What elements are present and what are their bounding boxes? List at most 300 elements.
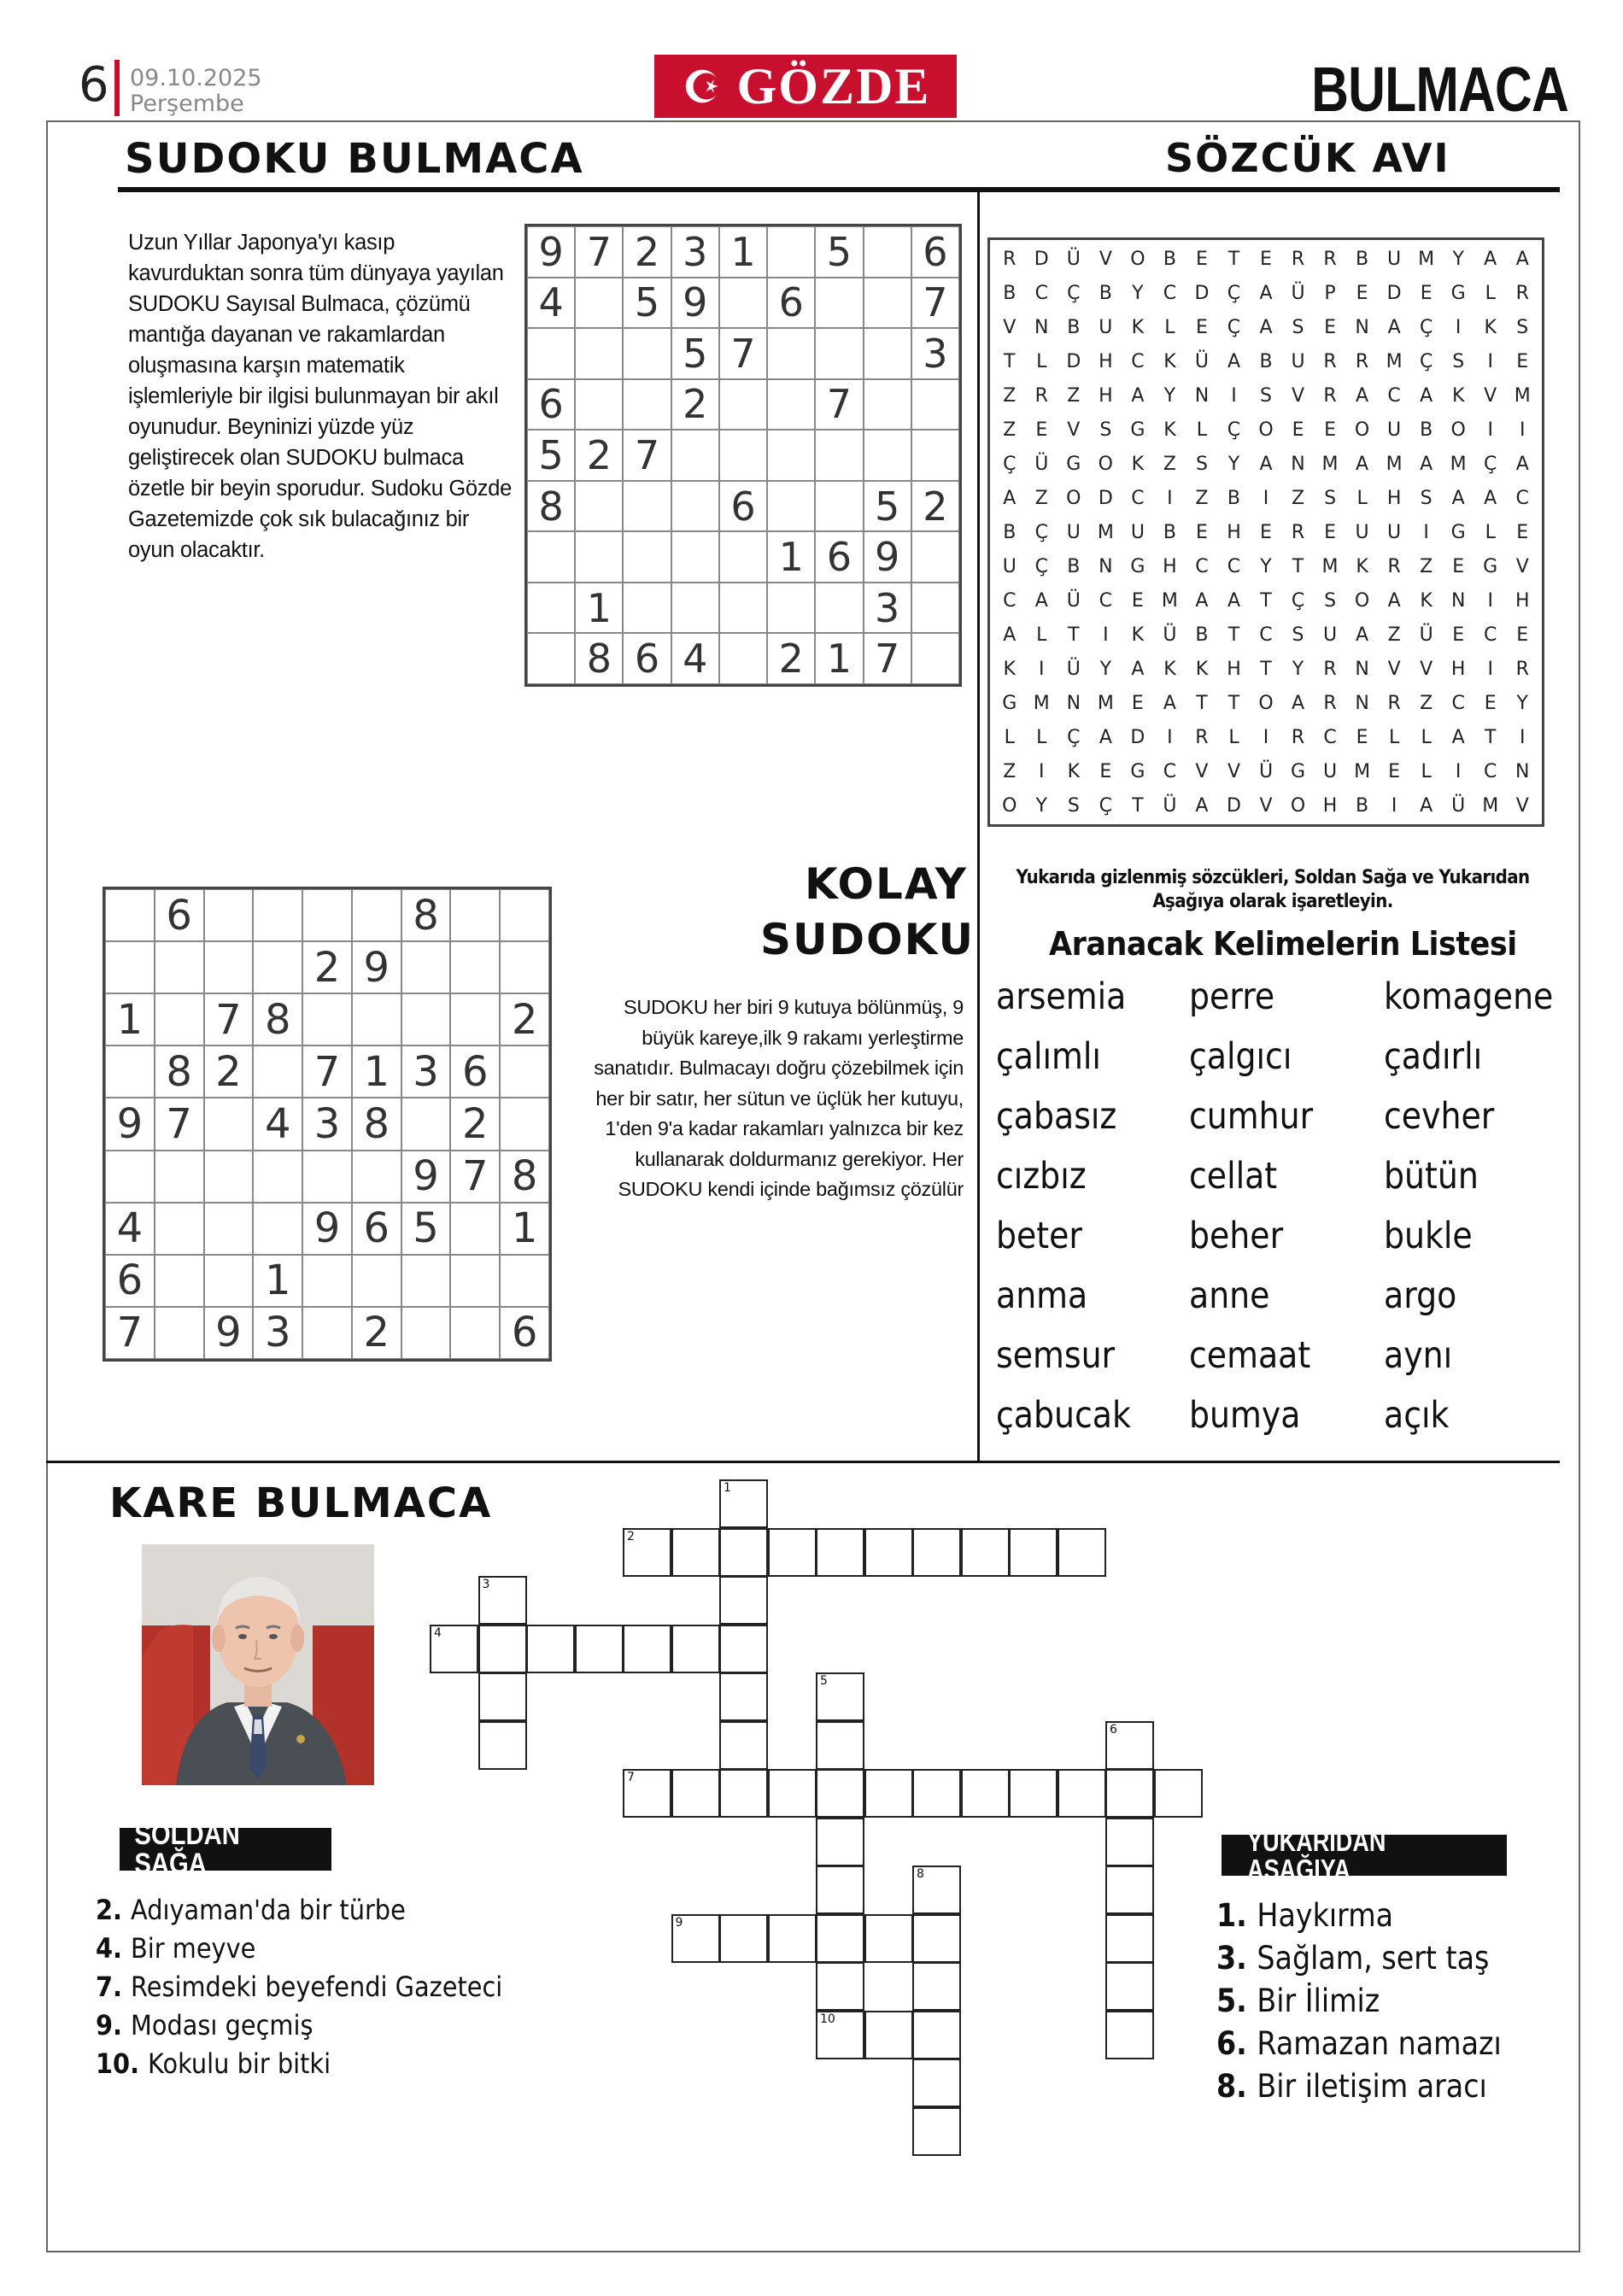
letter-cell[interactable]: Ü — [1419, 624, 1433, 646]
letter-cell[interactable]: P — [1324, 282, 1336, 304]
letter-cell[interactable]: Y — [1132, 282, 1144, 304]
sudoku-cell[interactable] — [864, 430, 911, 481]
letter-cell[interactable]: S — [1324, 589, 1337, 612]
letter-cell[interactable]: K — [1163, 419, 1176, 441]
letter-cell[interactable]: G — [1002, 692, 1017, 714]
sudoku-cell[interactable] — [302, 1255, 352, 1307]
sudoku-cell[interactable]: 8 — [352, 1098, 401, 1150]
sudoku-cell[interactable] — [815, 583, 863, 634]
letter-cell[interactable]: T — [1228, 624, 1240, 646]
sudoku-cell[interactable] — [401, 1098, 451, 1150]
letter-cell[interactable]: A — [1003, 624, 1017, 646]
sudoku-cell[interactable]: 1 — [719, 226, 767, 278]
letter-cell[interactable]: R — [1323, 658, 1337, 680]
letter-cell[interactable]: C — [1099, 589, 1113, 612]
letter-cell[interactable]: I — [1103, 624, 1109, 646]
letter-cell[interactable]: V — [1484, 384, 1497, 407]
letter-cell[interactable]: U — [1099, 316, 1113, 338]
letter-cell[interactable]: I — [1039, 658, 1045, 680]
letter-cell[interactable]: I — [1263, 487, 1269, 509]
crossword-cell[interactable] — [478, 1625, 527, 1673]
letter-cell[interactable]: V — [1067, 419, 1081, 441]
sudoku-cell[interactable] — [575, 379, 623, 430]
letter-cell[interactable]: E — [1260, 521, 1272, 543]
letter-cell[interactable]: L — [1485, 521, 1496, 543]
letter-cell[interactable]: E — [1260, 248, 1272, 270]
sudoku-cell[interactable] — [671, 430, 719, 481]
letter-cell[interactable]: R — [1291, 521, 1305, 543]
letter-cell[interactable]: A — [1259, 316, 1273, 338]
letter-cell[interactable]: B — [1163, 521, 1176, 543]
crossword-cell[interactable] — [864, 1769, 913, 1818]
crossword-cell[interactable] — [478, 1721, 527, 1770]
letter-cell[interactable]: Ü — [1066, 658, 1081, 680]
sudoku-cell[interactable] — [204, 1098, 254, 1150]
letter-cell[interactable]: A — [1227, 589, 1240, 612]
letter-cell[interactable]: D — [1386, 282, 1402, 304]
crossword-cell[interactable] — [816, 2011, 864, 2059]
sudoku-cell[interactable] — [719, 633, 767, 684]
letter-cell[interactable]: G — [1450, 521, 1466, 543]
sudoku-cell[interactable]: 2 — [204, 1046, 254, 1098]
letter-cell[interactable]: A — [1420, 384, 1433, 407]
letter-cell[interactable]: T — [1004, 350, 1016, 372]
letter-cell[interactable]: C — [1259, 624, 1273, 646]
letter-cell[interactable]: K — [1163, 350, 1176, 372]
letter-cell[interactable]: C — [1515, 487, 1529, 509]
sudoku-cell[interactable]: 7 — [575, 226, 623, 278]
crossword-cell[interactable] — [912, 2107, 961, 2156]
letter-cell[interactable]: C — [1227, 555, 1241, 577]
crossword-cell[interactable] — [912, 2059, 961, 2107]
crossword-cell[interactable] — [864, 1914, 913, 1963]
sudoku-cell[interactable]: 3 — [302, 1098, 352, 1150]
letter-cell[interactable]: G — [1130, 419, 1145, 441]
sudoku-cell[interactable]: 7 — [155, 1098, 204, 1150]
letter-cell[interactable]: D — [1130, 726, 1145, 748]
crossword-cell[interactable] — [961, 1528, 1010, 1577]
sudoku-cell[interactable] — [671, 531, 719, 583]
letter-cell[interactable]: Ç — [1067, 726, 1081, 748]
letter-cell[interactable]: M — [1386, 350, 1403, 372]
letter-cell[interactable]: Y — [1163, 384, 1176, 407]
sudoku-cell[interactable]: 1 — [767, 531, 815, 583]
sudoku-cell[interactable]: 7 — [911, 278, 959, 329]
crossword-cell[interactable] — [478, 1672, 527, 1721]
letter-cell[interactable]: Z — [1420, 692, 1433, 714]
sudoku-cell[interactable] — [302, 993, 352, 1046]
letter-cell[interactable]: L — [1485, 282, 1496, 304]
letter-cell[interactable]: T — [1228, 248, 1240, 270]
letter-cell[interactable]: Ç — [1227, 419, 1241, 441]
sudoku-cell[interactable]: 5 — [527, 430, 575, 481]
crossword-cell[interactable] — [768, 1914, 817, 1963]
letter-cell[interactable]: O — [1098, 453, 1113, 475]
sudoku-cell[interactable]: 5 — [815, 226, 863, 278]
letter-cell[interactable]: V — [1420, 658, 1433, 680]
letter-cell[interactable]: Y — [1516, 692, 1528, 714]
letter-cell[interactable]: Y — [1260, 555, 1272, 577]
sudoku-cell[interactable] — [253, 1151, 302, 1203]
letter-cell[interactable]: R — [1387, 555, 1401, 577]
sudoku-cell[interactable] — [767, 379, 815, 430]
letter-cell[interactable]: S — [1195, 453, 1208, 475]
sudoku-cell[interactable] — [864, 379, 911, 430]
sudoku-cell[interactable] — [575, 328, 623, 379]
sudoku-cell[interactable]: 1 — [575, 583, 623, 634]
sudoku-cell[interactable]: 6 — [911, 226, 959, 278]
crossword-cell[interactable] — [719, 1625, 768, 1673]
letter-cell[interactable]: U — [1130, 521, 1145, 543]
sudoku-cell[interactable] — [623, 583, 671, 634]
sudoku-cell[interactable] — [302, 889, 352, 941]
letter-cell[interactable]: D — [1098, 487, 1113, 509]
crossword-cell[interactable] — [478, 1576, 527, 1625]
letter-cell[interactable]: G — [1130, 760, 1145, 782]
letter-cell[interactable]: M — [1097, 692, 1114, 714]
sudoku-cell[interactable] — [767, 481, 815, 532]
sudoku-cell[interactable]: 7 — [204, 993, 254, 1046]
letter-cell[interactable]: T — [1196, 692, 1208, 714]
letter-cell[interactable]: N — [1355, 316, 1369, 338]
sudoku-cell[interactable] — [911, 531, 959, 583]
crossword-cell[interactable] — [864, 1528, 913, 1577]
letter-cell[interactable]: A — [1259, 282, 1273, 304]
crossword-cell[interactable] — [816, 1866, 864, 1914]
letter-cell[interactable]: I — [1487, 419, 1493, 441]
letter-cell[interactable]: L — [1036, 726, 1047, 748]
sudoku-cell[interactable]: 6 — [719, 481, 767, 532]
sudoku-cell[interactable]: 4 — [527, 278, 575, 329]
sudoku-cell[interactable] — [204, 1151, 254, 1203]
sudoku-cell[interactable] — [155, 1307, 204, 1359]
crossword-cell[interactable] — [1105, 1721, 1154, 1770]
letter-cell[interactable]: U — [1387, 521, 1402, 543]
letter-cell[interactable]: M — [1033, 692, 1050, 714]
crossword-cell[interactable] — [912, 1769, 961, 1818]
letter-cell[interactable]: A — [1003, 487, 1017, 509]
letter-cell[interactable]: R — [1195, 726, 1209, 748]
sudoku-cell[interactable] — [204, 1255, 254, 1307]
sudoku-cell[interactable] — [719, 379, 767, 430]
sudoku-cell[interactable] — [864, 226, 911, 278]
letter-cell[interactable]: D — [1194, 282, 1210, 304]
sudoku-cell[interactable]: 2 — [671, 379, 719, 430]
letter-cell[interactable]: E — [1388, 760, 1401, 782]
sudoku-cell[interactable] — [623, 481, 671, 532]
sudoku-cell[interactable] — [401, 993, 451, 1046]
letter-cell[interactable]: Z — [1067, 384, 1081, 407]
letter-cell[interactable]: Ç — [1003, 453, 1017, 475]
letter-cell[interactable]: M — [1418, 248, 1435, 270]
sudoku-cell[interactable] — [815, 430, 863, 481]
sudoku-cell[interactable]: 9 — [204, 1307, 254, 1359]
sudoku-cell[interactable] — [253, 889, 302, 941]
crossword-cell[interactable] — [719, 1914, 768, 1963]
letter-cell[interactable]: L — [1421, 760, 1432, 782]
letter-cell[interactable]: I — [1455, 316, 1462, 338]
letter-cell[interactable]: E — [1324, 419, 1336, 441]
letter-cell[interactable]: A — [1195, 589, 1209, 612]
letter-cell[interactable]: R — [1034, 384, 1048, 407]
letter-cell[interactable]: S — [1067, 794, 1080, 817]
letter-cell[interactable]: V — [1099, 248, 1112, 270]
letter-cell[interactable]: Ü — [1258, 760, 1274, 782]
letter-cell[interactable]: Ç — [1227, 282, 1241, 304]
sudoku-cell[interactable] — [500, 941, 549, 993]
sudoku-cell[interactable]: 9 — [401, 1151, 451, 1203]
letter-cell[interactable]: V — [1003, 316, 1017, 338]
letter-cell[interactable]: H — [1227, 521, 1241, 543]
crossword-cell[interactable] — [1105, 1962, 1154, 2011]
letter-cell[interactable]: Ü — [1291, 282, 1305, 304]
sudoku-cell[interactable]: 3 — [253, 1307, 302, 1359]
sudoku-cell[interactable] — [864, 328, 911, 379]
letter-cell[interactable]: G — [1130, 555, 1145, 577]
letter-cell[interactable]: R — [1323, 248, 1337, 270]
letter-cell[interactable]: A — [1420, 794, 1433, 817]
letter-cell[interactable]: V — [1259, 794, 1273, 817]
letter-cell[interactable]: C — [1484, 624, 1497, 646]
letter-cell[interactable]: N — [1355, 658, 1369, 680]
letter-cell[interactable]: M — [1482, 794, 1499, 817]
sudoku-cell[interactable]: 5 — [401, 1203, 451, 1255]
letter-cell[interactable]: Z — [1291, 487, 1305, 509]
letter-cell[interactable]: I — [1039, 760, 1045, 782]
letter-cell[interactable]: A — [1356, 384, 1369, 407]
letter-cell[interactable]: A — [1356, 624, 1369, 646]
sudoku-cell[interactable] — [575, 481, 623, 532]
letter-cell[interactable]: Ü — [1451, 794, 1466, 817]
sudoku-cell[interactable] — [352, 993, 401, 1046]
letter-cell[interactable]: Ç — [1034, 521, 1048, 543]
sudoku-cell[interactable]: 6 — [623, 633, 671, 684]
letter-cell[interactable]: Z — [1163, 453, 1176, 475]
letter-cell[interactable]: I — [1519, 419, 1526, 441]
letter-cell[interactable]: O — [1450, 419, 1466, 441]
sudoku-cell[interactable]: 6 — [767, 278, 815, 329]
letter-cell[interactable]: C — [1451, 692, 1465, 714]
sudoku-cell[interactable] — [253, 1046, 302, 1098]
crossword-cell[interactable] — [719, 1721, 768, 1770]
letter-cell[interactable]: O — [1258, 692, 1274, 714]
letter-cell[interactable]: Ü — [1066, 589, 1081, 612]
letter-cell[interactable]: A — [1034, 589, 1048, 612]
letter-cell[interactable]: E — [1452, 624, 1465, 646]
letter-cell[interactable]: R — [1323, 350, 1337, 372]
sudoku-cell[interactable]: 2 — [623, 226, 671, 278]
crossword-cell[interactable] — [671, 1914, 720, 1963]
sudoku-cell[interactable]: 9 — [864, 531, 911, 583]
letter-cell[interactable]: V — [1387, 658, 1401, 680]
sudoku-cell[interactable]: 5 — [671, 328, 719, 379]
letter-cell[interactable]: M — [1321, 555, 1339, 577]
letter-cell[interactable]: S — [1292, 316, 1304, 338]
letter-cell[interactable]: Ü — [1034, 453, 1049, 475]
letter-cell[interactable]: K — [1131, 453, 1145, 475]
sudoku-cell[interactable] — [105, 941, 155, 993]
sudoku-cell[interactable] — [352, 1151, 401, 1203]
sudoku-cell[interactable]: 9 — [105, 1098, 155, 1150]
letter-cell[interactable]: V — [1515, 555, 1529, 577]
crossword-cell[interactable] — [623, 1625, 671, 1673]
sudoku-cell[interactable] — [719, 430, 767, 481]
letter-cell[interactable]: T — [1260, 589, 1272, 612]
sudoku-cell[interactable] — [401, 1307, 451, 1359]
letter-cell[interactable]: B — [1195, 624, 1209, 646]
crossword-cell[interactable] — [816, 1528, 864, 1577]
sudoku-cell[interactable] — [204, 1203, 254, 1255]
crossword-cell[interactable] — [719, 1672, 768, 1721]
sudoku-cell[interactable] — [527, 328, 575, 379]
sudoku-cell[interactable]: 8 — [401, 889, 451, 941]
letter-cell[interactable]: B — [1163, 248, 1176, 270]
sudoku-cell[interactable]: 7 — [623, 430, 671, 481]
sudoku-cell[interactable] — [671, 583, 719, 634]
crossword-cell[interactable] — [719, 1576, 768, 1625]
letter-cell[interactable]: K — [1067, 760, 1081, 782]
letter-cell[interactable]: M — [1161, 589, 1178, 612]
crossword-cell[interactable] — [526, 1625, 575, 1673]
letter-cell[interactable]: C — [1195, 555, 1209, 577]
letter-cell[interactable]: Ç — [1484, 453, 1497, 475]
crossword-cell[interactable] — [575, 1625, 624, 1673]
letter-cell[interactable]: I — [1487, 589, 1493, 612]
letter-cell[interactable]: E — [1324, 521, 1336, 543]
letter-cell[interactable]: K — [1163, 658, 1176, 680]
sudoku-cell[interactable] — [450, 1203, 500, 1255]
sudoku-cell[interactable]: 1 — [352, 1046, 401, 1098]
letter-cell[interactable]: C — [1484, 760, 1497, 782]
sudoku-cell[interactable] — [623, 531, 671, 583]
sudoku-cell[interactable] — [815, 278, 863, 329]
letter-cell[interactable]: M — [1386, 453, 1403, 475]
sudoku-cell[interactable] — [767, 226, 815, 278]
sudoku-cell[interactable] — [911, 633, 959, 684]
letter-cell[interactable]: C — [1131, 350, 1145, 372]
crossword-cell[interactable] — [430, 1625, 478, 1673]
crossword-cell[interactable] — [816, 1769, 864, 1818]
letter-cell[interactable]: B — [1003, 521, 1017, 543]
letter-cell[interactable]: U — [1387, 248, 1402, 270]
sudoku-cell[interactable] — [719, 583, 767, 634]
crossword-cell[interactable] — [816, 1962, 864, 2011]
sudoku-cell[interactable] — [450, 889, 500, 941]
letter-cell[interactable]: N — [1515, 760, 1530, 782]
letter-cell[interactable]: D — [1066, 350, 1081, 372]
letter-cell[interactable]: Y — [1035, 794, 1047, 817]
letter-cell[interactable]: Ç — [1419, 350, 1433, 372]
crossword-cell[interactable] — [912, 1528, 961, 1577]
sudoku-cell[interactable] — [204, 889, 254, 941]
sudoku-cell[interactable]: 3 — [864, 583, 911, 634]
letter-cell[interactable]: K — [1420, 589, 1433, 612]
letter-cell[interactable]: H — [1322, 794, 1338, 817]
letter-cell[interactable]: V — [1195, 760, 1209, 782]
sudoku-cell[interactable] — [767, 583, 815, 634]
crossword-cell[interactable] — [671, 1769, 720, 1818]
letter-cell[interactable]: A — [1515, 453, 1529, 475]
sudoku-cell[interactable]: 6 — [527, 379, 575, 430]
letter-cell[interactable]: D — [1226, 794, 1241, 817]
crossword-cell[interactable] — [864, 2011, 913, 2059]
sudoku-cell[interactable]: 4 — [253, 1098, 302, 1150]
letter-cell[interactable]: L — [1004, 726, 1015, 748]
letter-cell[interactable]: L — [1196, 419, 1208, 441]
letter-cell[interactable]: B — [1356, 248, 1369, 270]
letter-cell[interactable]: O — [1354, 589, 1370, 612]
crossword-cell[interactable] — [1154, 1769, 1203, 1818]
letter-cell[interactable]: R — [1387, 692, 1401, 714]
letter-cell[interactable]: I — [1423, 521, 1429, 543]
sudoku-cell[interactable] — [767, 328, 815, 379]
sudoku-cell[interactable] — [527, 583, 575, 634]
letter-cell[interactable]: R — [1323, 384, 1337, 407]
crossword-cell[interactable] — [719, 1528, 768, 1577]
letter-cell[interactable]: R — [1291, 248, 1305, 270]
letter-cell[interactable]: B — [1356, 794, 1369, 817]
letter-cell[interactable]: M — [1450, 453, 1467, 475]
letter-cell[interactable]: M — [1321, 453, 1339, 475]
letter-cell[interactable]: A — [1131, 384, 1145, 407]
sudoku-cell[interactable] — [575, 278, 623, 329]
sudoku-cell[interactable]: 9 — [671, 278, 719, 329]
sudoku-cell[interactable]: 2 — [767, 633, 815, 684]
sudoku-cell[interactable]: 7 — [450, 1151, 500, 1203]
crossword-cell[interactable] — [768, 1528, 817, 1577]
sudoku-cell[interactable] — [105, 1046, 155, 1098]
crossword-cell[interactable] — [719, 1479, 768, 1528]
letter-cell[interactable]: B — [1067, 555, 1081, 577]
sudoku-cell[interactable] — [864, 278, 911, 329]
sudoku-cell[interactable] — [105, 1151, 155, 1203]
letter-cell[interactable]: R — [1323, 692, 1337, 714]
letter-cell[interactable]: B — [1003, 282, 1017, 304]
sudoku-cell[interactable]: 5 — [864, 481, 911, 532]
crossword-cell[interactable] — [1009, 1769, 1058, 1818]
sudoku-cell[interactable] — [623, 328, 671, 379]
sudoku-cell[interactable]: 8 — [500, 1151, 549, 1203]
sudoku-cell[interactable]: 7 — [105, 1307, 155, 1359]
sudoku-cell[interactable]: 7 — [815, 379, 863, 430]
letter-cell[interactable]: A — [1291, 692, 1305, 714]
crossword-cell[interactable] — [1105, 1914, 1154, 1963]
letter-cell[interactable]: E — [1324, 316, 1336, 338]
sudoku-cell[interactable] — [911, 379, 959, 430]
sudoku-cell[interactable]: 1 — [253, 1255, 302, 1307]
letter-cell[interactable]: E — [1035, 419, 1048, 441]
crossword-cell[interactable] — [961, 1769, 1010, 1818]
letter-cell[interactable]: E — [1292, 419, 1304, 441]
letter-cell[interactable]: L — [1228, 726, 1239, 748]
letter-cell[interactable]: Z — [1003, 760, 1017, 782]
letter-cell[interactable]: A — [1451, 726, 1465, 748]
sudoku-cell[interactable]: 6 — [352, 1203, 401, 1255]
sudoku-cell[interactable] — [719, 531, 767, 583]
letter-cell[interactable]: S — [1324, 487, 1337, 509]
sudoku-cell[interactable] — [500, 889, 549, 941]
letter-cell[interactable]: U — [1002, 555, 1017, 577]
sudoku-cell[interactable] — [155, 993, 204, 1046]
letter-cell[interactable]: A — [1387, 316, 1401, 338]
letter-cell[interactable]: A — [1420, 453, 1433, 475]
letter-cell[interactable]: A — [1451, 487, 1465, 509]
crossword-cell[interactable] — [912, 1914, 961, 1963]
letter-cell[interactable]: K — [1451, 384, 1465, 407]
letter-cell[interactable]: Ç — [1099, 794, 1113, 817]
sudoku-cell[interactable] — [500, 1046, 549, 1098]
sudoku-cell[interactable]: 8 — [527, 481, 575, 532]
